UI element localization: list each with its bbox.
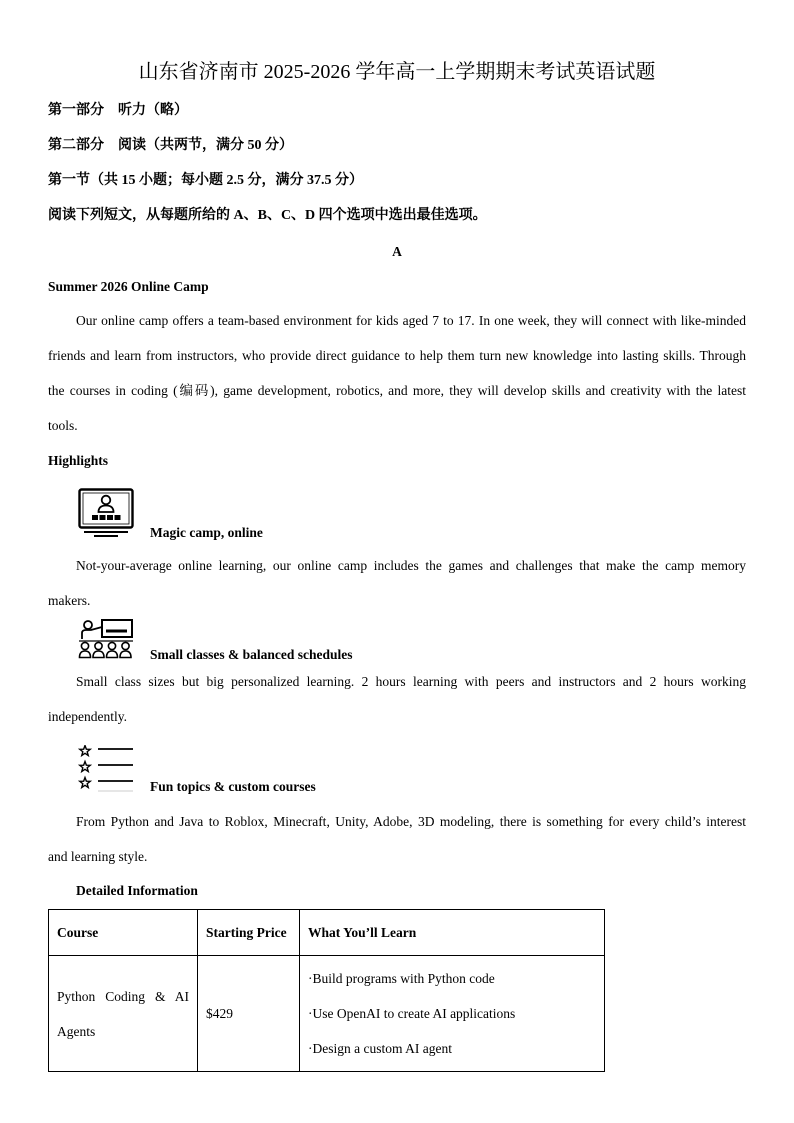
page-title: 山东省济南市 2025-2026 学年高一上学期期末考试英语试题 [138,61,656,83]
paragraph-line: Our online camp offers a team-based environment for kids aged 7 to 17. In one week, they will connect with like-minded [76,313,746,328]
section-one-heading: 第一节（共 15 小题；每小题 2.5 分，满分 37.5 分） [48,173,363,188]
column-header-course: Course [49,910,198,956]
classroom-teacher-icon [78,619,134,659]
part-two-heading: 第二部分 阅读（共两节，满分 50 分） [48,138,293,153]
passage-label: A [392,244,402,259]
paragraph-line: Not-your-average online learning, our online camp includes the games and challenges that make the camp memory [76,558,746,573]
reading-instructions: 阅读下列短文，从每题所给的 A、B、C、D 四个选项中选出最佳选项。 [48,208,487,223]
paragraph-line: tools. [48,418,78,433]
online-class-monitor-icon [78,488,134,538]
paragraph-line: From Python and Java to Roblox, Minecraft, Unity, Adobe, 3D modeling, there is something for every child’s interest [76,814,746,829]
highlights-heading: Highlights [48,453,109,468]
paragraph-line: and learning style. [48,849,148,864]
paragraph-line: makers. [48,593,91,608]
highlight-paragraph [48,664,746,734]
table-row [49,956,605,1072]
column-header-price: Starting Price [198,910,300,956]
highlight-title: Small classes & balanced schedules [150,647,353,662]
paragraph-line: independently. [48,709,127,724]
learn-item: ·Use OpenAI to create AI applications [308,1006,516,1021]
details-heading: Detailed Information [76,883,198,898]
course-cell [49,956,198,1072]
highlight-title: Magic camp, online [150,525,263,540]
learn-item: ·Design a custom AI agent [308,1041,452,1056]
part-one-heading: 第一部分 听力（略） [48,103,188,118]
highlight-title: Fun topics & custom courses [150,779,316,794]
paragraph-line: the courses in coding (编码), game development, robotics, and more, they will develop skills and creativity with the latest [48,383,746,398]
paragraph-line: Small class sizes but big personalized learning. 2 hours learning with peers and instructors and 2 hours working [76,674,746,689]
course-name: Python Coding & AI Agents [57,988,189,1039]
passage-title: Summer 2026 Online Camp [48,279,209,294]
intro-paragraph [48,303,746,443]
learn-cell [300,956,605,1072]
table-header-row [49,910,605,956]
paragraph-line: friends and learn from instructors, who provide direct guidance to help them turn new knowledge into lasting skills. Through [48,348,746,363]
highlight-paragraph [48,548,746,618]
star-list-icon [78,745,134,793]
course-info-table [48,909,605,1072]
learn-item: ·Build programs with Python code [308,971,495,986]
price-cell: $429 [198,956,300,1072]
column-header-learn: What You’ll Learn [300,910,605,956]
highlight-paragraph [48,804,746,874]
